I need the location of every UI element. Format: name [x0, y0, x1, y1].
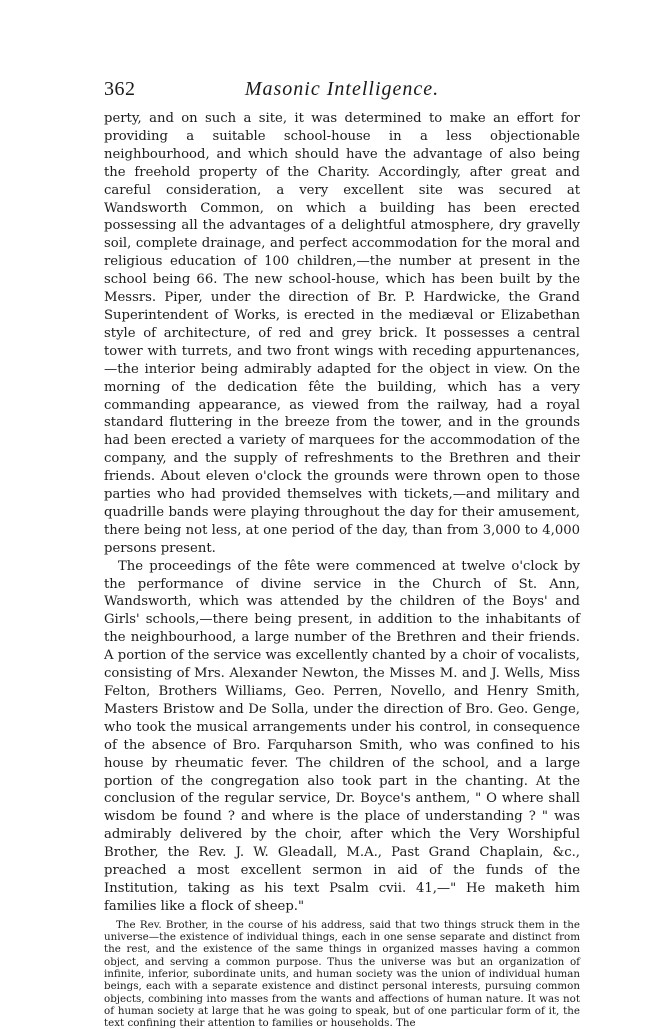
running-title: Masonic Intelligence.: [244, 78, 440, 100]
page-number: 362: [104, 78, 136, 100]
sermon-summary: [104, 919, 580, 1029]
article-body: [104, 110, 580, 916]
running-header: [104, 76, 580, 106]
body-paragraph: perty, and on such a site, it was determined to make an effort for providing a suitable school-house in a less objectionable neighbourhood, and which should have the advantage of also being the freehold property of the Charity. Accordingly, after great and careful consideration, a very excellent site was secured at Wandsworth Common, on which a building has been erected possessing all the advantages of a delightful atmosphere, dry gravelly soil, complete drainage, and perfect accommodation for the moral and religious education of 100 children,—the number at present in the school being 66. The new school-house, which has been built by the Messrs. Piper, under the direction of Br. P. Hardwicke, the Grand Superintendent of Works, is erected in the mediæval or Elizabethan style of architecture, of red and grey brick. It possesses a central tower with turrets, and two front wings with receding appurtenances,—the interior being admirably adapted for the object in view. On the morning of the dedication fête the building, which has a very commanding appearance, as viewed from the railway, had a royal standard fluttering in the breeze from the tower, and in the grounds had been erected a variety of marquees for the accommodation of the company, and the supply of refreshments to the Brethren and their friends. About eleven o'clock the grounds were thrown open to those parties who had provided themselves with tickets,—and military and quadrille bands were playing throughout the day for their amusement, there being not less, at one period of the day, than from 3,000 to 4,000 persons present.: [104, 111, 580, 556]
body-paragraph: The proceedings of the fête were commenced at twelve o'clock by the performance of divine service in the Church of St. Ann, Wandsworth, which was attended by the children of the Boys' and Girls' schools,—there being present, in addition to the inhabitants of the neighbourhood, a large number of the Brethren and their friends. A portion of the service was excellently chanted by a choir of vocalists, consisting of Mrs. Alexander Newton, the Misses M. and J. Wells, Miss Felton, Brothers Williams, Geo. Perren, Novello, and Henry Smith, Masters Bristow and De Solla, under the direction of Bro. Geo. Genge, who took the musical arrangements under his control, in consequence of the absence of Bro. Farquharson Smith, who was confined to his house by rheumatic fever. The children of the school, and a large portion of the congregation also took part in the chanting. At the conclusion of the regular service, Dr. Boyce's anthem, " O where shall wisdom be found ? and where is the place of understanding ? " was admirably delivered by the choir, after which the Very Worshipful Brother, the Rev. J. W. Gleadall, M.A., Past Grand Chaplain, &c., preached a most excellent sermon in aid of the funds of the Institution, taking as his text Psalm cvii. 41,—" He maketh him families like a flock of sheep.": [104, 558, 580, 914]
book-page: [104, 76, 580, 1029]
summary-paragraph: The Rev. Brother, in the course of his address, said that two things struck them in the universe—the existence of individual things, each in one sense separate and distinct from the rest, and the existence of the same things in organized masses having a common object, and serving a common purpose. Thus the universe was but an organization of infinite, inferior, subordinate units, and human society was the union of individual human beings, each with a separate existence and distinct personal interests, pursuing common objects, combining into masses from the wants and affections of human nature. It was not of human society at large that he was going to speak, but of one particular form of it, the text confining their attention to families or households. The: [104, 918, 580, 1029]
